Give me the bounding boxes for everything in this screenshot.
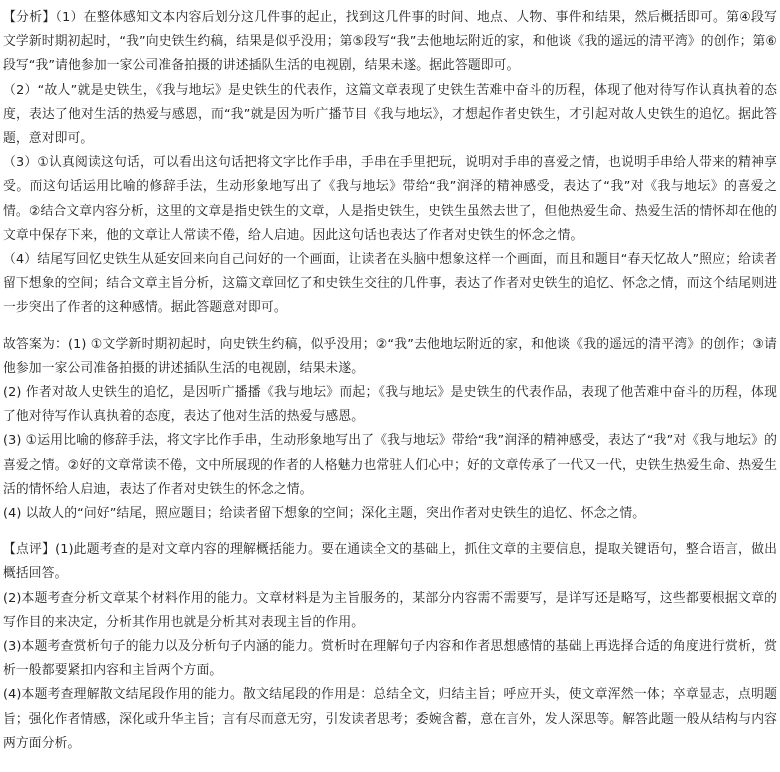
section-spacer xyxy=(3,526,777,538)
answer-paragraph-3: (3) ①运用比喻的修辞手法，将文字比作手串，生动形象地写出了《我与地坛》带给“我”润泽的精神感受，表达了“我”对《我与地坛》的喜爱之情。②好的文章常读不倦，文中所展现的作者的人格魅力也常驻人们心中；好的文章传承了一代又一代，史铁生热爱生命、热爱生活的情怀给人启迪，表达了作者对史铁生的怀念之情。 xyxy=(3,433,777,497)
comment-tag: 【点评】 xyxy=(3,542,56,558)
analysis-section xyxy=(3,6,777,321)
analysis-paragraph-4: （4）结尾写回忆史铁生从延安回来向自己问好的一个画面，让读者在头脑中想象这样一个画面，而且和题目“春天忆故人”照应；给读者留下想象的空间；结合文章主旨分析，这篇文章回忆了和史铁生交往的几件事，表达了作者对史铁生的追忆、怀念之情，而这个结尾则进一步突出了作者的这种感情。据此答题意对即可。 xyxy=(3,252,777,316)
analysis-text-1: （1）在整体感知文本内容后划分这几件事的起止，找到这几件事的时间、地点、人物、事件和结果，然后概括即可。第④段写文学新时期初起时，“我”向史铁生约稿，结果是似乎没用；第⑤段写“我”去他地坛附近的家，和他谈《我的遥远的清平湾》的创作；第⑥段写“我”请他参加一家公司准备拍摄的讲述插队生活的电视剧，结果未遂。据此答题即可。 xyxy=(3,10,777,74)
comment-paragraph-2: (2)本题考查分析文章某个材料作用的能力。文章材料是为主旨服务的，某部分内容需不需要写，是详写还是略写，这些都要根据文章的写作目的来决定，分析其作用也就是分析其对表现主旨的作用。 xyxy=(3,590,777,630)
section-spacer xyxy=(3,321,777,333)
answer-paragraph-2: (2) 作者对故人史铁生的追忆，是因听广播播《我与地坛》而起；《我与地坛》是史铁生的代表作品，表现了他苦难中奋斗的历程，体现了他对待写作认真执着的态度，表达了他对生活的热爱与感恩。 xyxy=(3,385,777,425)
analysis-paragraph-1 xyxy=(3,6,777,79)
comment-paragraph-3: (3)本题考查赏析句子的能力以及分析句子内涵的能力。赏析时在理解句子内容和作者思想感情的基础上再选择合适的角度进行赏析，赏析一般都要紧扣内容和主旨两个方面。 xyxy=(3,639,777,679)
analysis-tag: 【分析】 xyxy=(3,10,56,25)
comment-text-1: (1)此题考查的是对文章内容的理解概括能力。要在通读全文的基础上，抓住文章的主要信息，提取关键语句，整合语言，做出概括回答。 xyxy=(3,542,777,582)
answer-paragraph-1: 故答案为：(1) ①文学新时期初起时，向史铁生约稿，似乎没用；②“我”去他地坛附近的家，和他谈《我的遥远的清平湾》的创作；③请他参加一家公司准备拍摄的讲述插队生活的电视剧，结果未遂。 xyxy=(3,336,777,376)
answer-section xyxy=(3,333,777,527)
analysis-paragraph-3: （3）①认真阅读这句话，可以看出这句话把将文字比作手串，手串在手里把玩，说明对手串的喜爱之情，也说明手串给人带来的精神享受。而这句话运用比喻的修辞手法，生动形象地写出了《我与地坛》带给“我”润泽的精神感受，表达了“我”对《我与地坛》的喜爱之情。②结合文章内容分析，这里的文章是指史铁生的文章，人是指史铁生，史铁生虽然去世了，但他热爱生命、热爱生活的情怀却在他的文章中保存下来，他的文章让人常读不倦，给人启迪。因此这句话也表达了作者对史铁生的怀念之情。 xyxy=(3,155,777,243)
comment-paragraph-4: (4)本题考查理解散文结尾段作用的能力。散文结尾段的作用是：总结全文，归结主旨；呼应开头，使文章浑然一体；卒章显志，点明题旨；强化作者情感，深化或升华主旨；言有尽而意无穷，引发读者思考；委婉含蓄，意在言外，发人深思等。解答此题一般从结构与内容两方面分析。 xyxy=(3,687,777,751)
answer-paragraph-4: (4) 以故人的“问好”结尾，照应题目；给读者留下想象的空间；深化主题，突出作者对史铁生的追忆、怀念之情。 xyxy=(3,506,646,522)
comment-section xyxy=(3,538,777,756)
comment-paragraph-1 xyxy=(3,538,777,586)
analysis-paragraph-2: （2）“故人”就是史铁生，《我与地坛》是史铁生的代表作，这篇文章表现了史铁生苦难中奋斗的历程，体现了他对待写作认真执着的态度，表达了他对生活的热爱与感恩，而“我”就是因为听广播节目《我与地坛》，才想起作者史铁生，才引起对故人史铁生的追忆。据此答题，意对即可。 xyxy=(3,82,777,147)
